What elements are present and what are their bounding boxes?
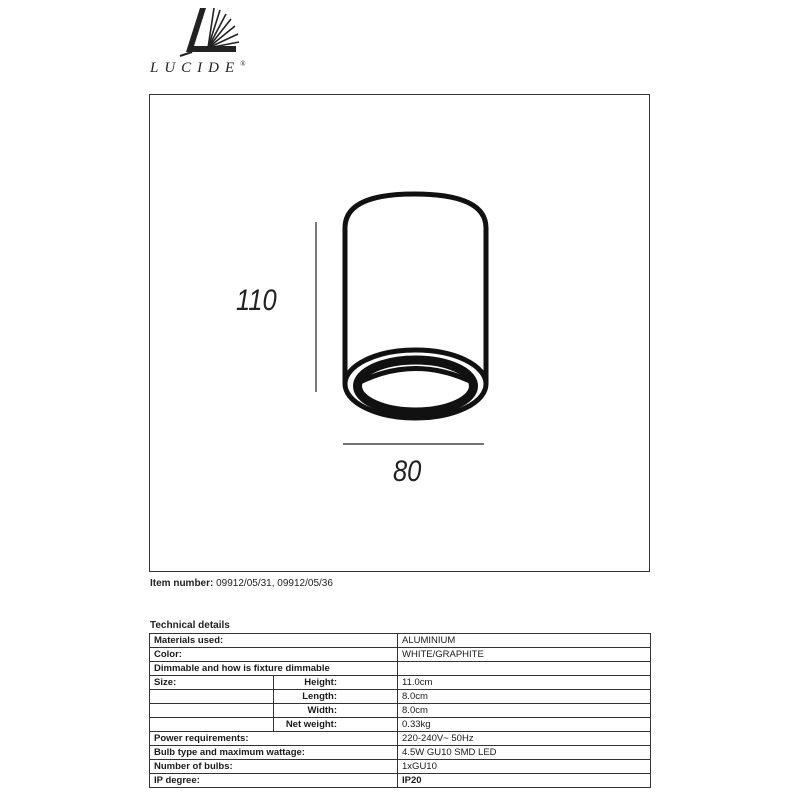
spec-value: ALUMINIUM [398, 634, 651, 648]
table-row [150, 690, 651, 704]
spec-sublabel: Height: [274, 676, 398, 690]
table-row [150, 676, 651, 690]
table-row [150, 634, 651, 648]
spec-label: Number of bulbs: [150, 760, 398, 774]
table-row [150, 718, 651, 732]
technical-details-title: Technical details [150, 620, 230, 631]
spec-value [398, 662, 651, 676]
technical-details-table [149, 633, 651, 788]
table-row [150, 732, 651, 746]
height-dimension-label: 110 [236, 284, 277, 317]
spec-label [150, 718, 274, 732]
spec-value: IP20 [398, 774, 651, 788]
spec-sublabel: Net weight: [274, 718, 398, 732]
table-row [150, 760, 651, 774]
spec-value: 0.33kg [398, 718, 651, 732]
item-number-label: Item number: [150, 578, 214, 589]
spec-label: Size: [150, 676, 274, 690]
spec-label: Dimmable and how is fixture dimmable [150, 662, 398, 676]
item-number [150, 578, 333, 589]
table-row [150, 662, 651, 676]
table-row [150, 774, 651, 788]
spec-label [150, 704, 274, 718]
spec-sublabel: Width: [274, 704, 398, 718]
table-row [150, 648, 651, 662]
spec-label: Power requirements: [150, 732, 398, 746]
spec-sublabel: Length: [274, 690, 398, 704]
spec-label [150, 690, 274, 704]
spec-value: 8.0cm [398, 704, 651, 718]
spec-value: 4.5W GU10 SMD LED [398, 746, 651, 760]
item-number-value: 09912/05/31, 09912/05/36 [216, 578, 333, 589]
spec-label: Color: [150, 648, 398, 662]
spec-value: WHITE/GRAPHITE [398, 648, 651, 662]
spec-label: Bulb type and maximum wattage: [150, 746, 398, 760]
spec-value: 220-240V~ 50Hz [398, 732, 651, 746]
spec-value: 1xGU10 [398, 760, 651, 774]
spec-label: IP degree: [150, 774, 398, 788]
table-row [150, 746, 651, 760]
spec-label: Materials used: [150, 634, 398, 648]
table-row [150, 704, 651, 718]
width-dimension-label: 80 [393, 455, 422, 488]
spec-value: 8.0cm [398, 690, 651, 704]
brand-name: LUCIDE® [150, 60, 246, 76]
lamp-cylinder [345, 194, 486, 418]
spec-value: 11.0cm [398, 676, 651, 690]
